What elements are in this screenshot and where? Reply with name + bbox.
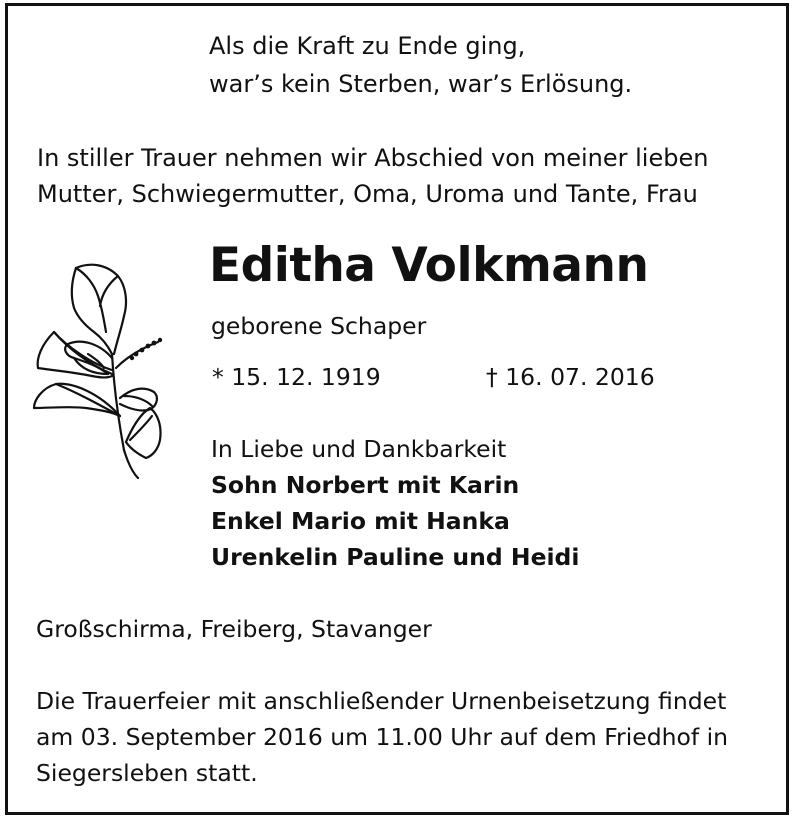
funeral-line-2: am 03. September 2016 um 11.00 Uhr auf dem Friedhof in <box>36 723 729 751</box>
funeral-line-1: Die Trauerfeier mit anschließender Urnenbeisetzung findet <box>36 687 727 715</box>
mourner-line: Urenkelin Pauline und Heidi <box>211 543 580 571</box>
mourners-heading: In Liebe und Dankbarkeit <box>211 435 507 463</box>
calla-lily-icon <box>28 258 180 480</box>
death-date: † 16. 07. 2016 <box>486 363 655 391</box>
funeral-line-3: Siegersleben statt. <box>36 759 258 787</box>
intro-line-2: Mutter, Schwiegermutter, Oma, Uroma und Tante, Frau <box>37 180 698 208</box>
places-line: Großschirma, Freiberg, Stavanger <box>36 615 432 643</box>
mourner-line: Enkel Mario mit Hanka <box>211 507 510 535</box>
birth-date: * 15. 12. 1919 <box>212 363 381 391</box>
motto-line-1: Als die Kraft zu Ende ging, <box>209 32 526 60</box>
mourner-line: Sohn Norbert mit Karin <box>211 471 520 499</box>
maiden-name: geborene Schaper <box>211 312 427 340</box>
deceased-name: Editha Volkmann <box>209 238 649 293</box>
motto-line-2: war’s kein Sterben, war’s Erlösung. <box>209 70 633 98</box>
intro-line-1: In stiller Trauer nehmen wir Abschied von meiner lieben <box>37 144 709 172</box>
